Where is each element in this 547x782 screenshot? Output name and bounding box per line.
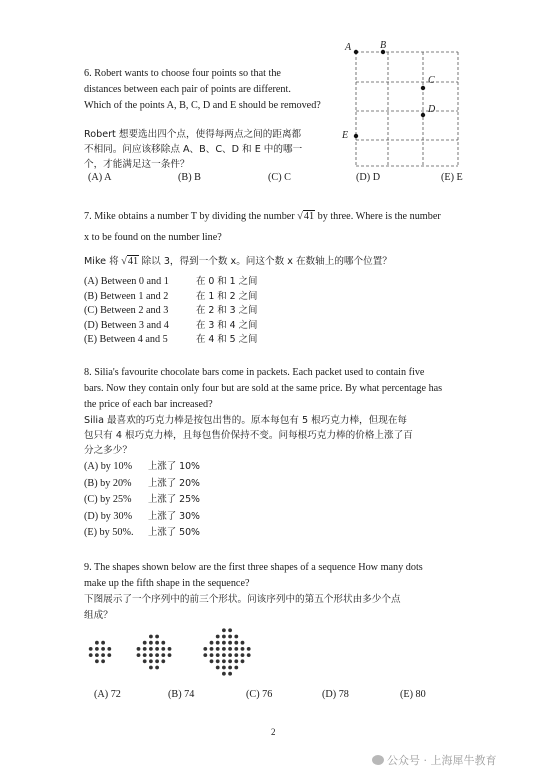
dot [161,659,165,663]
q7-en-after: by three. Where is the number [317,211,441,222]
dot [222,653,226,657]
q7-option-a-cn: 在 0 和 1 之间 [196,276,258,287]
q7-cn-before: Mike 将 [84,256,119,267]
dot [222,672,226,676]
q8-en-1: Silia's favourite chocolate bars come in packets. Each packet used to contain five [94,367,425,378]
q7-option-a-en: (A) Between 0 and 1 [84,276,169,287]
q9-cn-1: 下图展示了一个序列中的前三个形状。问该序列中的第五个形状由多少个点 [84,594,401,605]
q7-option-a[interactable] [84,275,257,290]
q8-option-e-cn: 上涨了 50% [148,527,200,538]
dot [228,666,232,670]
dot [222,641,226,645]
dot [149,659,153,663]
q8-en-3: the price of each bar increased? [84,399,213,410]
q8-option-b-cn: 上涨了 20% [148,477,200,489]
dot [168,653,172,657]
dot [241,641,245,645]
dot [234,659,238,663]
q8-option-a-cn: 上涨了 10% [148,461,200,472]
dot [155,635,159,639]
dot [222,647,226,651]
dot [168,647,172,651]
q6-option-a[interactable]: (A) A [88,172,112,183]
dot [149,635,153,639]
dot [161,653,165,657]
dot [107,653,111,657]
q6-options [88,172,463,183]
q8-option-e[interactable] [84,525,200,542]
q9-option-e[interactable]: (E) 80 [400,689,426,700]
q9-options [94,689,426,700]
dot [228,647,232,651]
dot [247,647,251,651]
dot [101,659,105,663]
q8-option-b[interactable] [84,476,200,493]
dot [228,653,232,657]
dot [228,672,232,676]
q9-line-1 [84,560,423,575]
dot [241,659,245,663]
q8-option-a-en: (A) by 10% [84,461,133,472]
q6-en-2: distances between each pair of points are different. [84,84,291,95]
q6-grid-figure [338,38,468,168]
q7-option-b-cn: 在 1 和 2 之间 [196,290,258,302]
dot [155,666,159,670]
q7-en-before: Mike obtains a number T by dividing the number [94,211,295,222]
dot [89,653,93,657]
label-b: B [380,40,387,51]
dot [234,647,238,651]
q9-shape-3 [203,628,250,675]
q6-en-3: Which of the points A, B, C, D and E should be removed? [84,100,321,111]
dot [241,647,245,651]
q8-cn-2: 包只有 4 根巧克力棒，且每包售价保持不变。问每根巧克力棒的价格上涨了百 [84,430,413,441]
q7-radicand: 41 [303,211,315,222]
q6-cn-2: 不相同。问应该移除点 A、B、C、D 和 E 中的哪一 [84,144,303,155]
q9-shape-2 [137,635,172,670]
dot [143,659,147,663]
dot [234,641,238,645]
q6-number: 6. [84,68,92,79]
q6-line-1 [84,66,281,81]
dot [234,666,238,670]
q8-option-d-en: (D) by 30% [84,510,133,522]
dot [228,641,232,645]
point-e [354,134,358,138]
q9-shape-1 [89,641,111,663]
q6-en-1: Robert wants to choose four points so that the [94,68,281,79]
q9-number: 9. [84,562,92,573]
q8-option-d-cn: 上涨了 30% [148,510,200,522]
q9-cn-2: 组成？ [84,610,113,621]
watermark [372,752,497,768]
dot [216,647,220,651]
q9-option-c[interactable]: (C) 76 [246,689,273,700]
dot [149,666,153,670]
dot [216,659,220,663]
watermark-text: 公众号 · 上海犀牛教育 [387,754,497,767]
dot [203,647,207,651]
dot [216,666,220,670]
dot [149,647,153,651]
dot [95,659,99,663]
label-e: E [342,130,349,141]
q8-cn-1: Silia 最喜欢的巧克力棒是按包出售的。原本每包有 5 根巧克力棒，但现在每 [84,415,408,426]
q7-option-b[interactable] [84,290,257,305]
dot [222,659,226,663]
q6-cn-3: 个，才能满足这一条件？ [84,159,190,170]
q7-number: 7. [84,211,92,222]
q7-cn-after: 除以 3，得到一个数 x。问这个数 x 在数轴上的哪个位置？ [141,256,392,267]
q9-option-a[interactable]: (A) 72 [94,689,121,700]
q7-line-1 [84,209,441,224]
dot [95,647,99,651]
dot [149,641,153,645]
q7-option-d-en: (D) Between 3 and 4 [84,319,169,331]
q8-option-e-en: (E) by 50%. [84,527,134,538]
dot [137,653,141,657]
q7-option-e[interactable] [84,333,257,348]
q9-dot-shapes [84,624,274,680]
dot [210,659,214,663]
q8-cn-3: 分之多少？ [84,445,132,456]
q8-option-c[interactable] [84,492,200,509]
q7-option-e-cn: 在 4 和 5 之间 [196,334,258,345]
q8-number: 8. [84,367,92,378]
dot [137,647,141,651]
dot [222,635,226,639]
dot [101,653,105,657]
dot [210,653,214,657]
q7-en-2: x to be found on the number line? [84,232,222,243]
q6-cn-1: Robert 想要选出四个点，使得每两点之间的距离都 [84,129,302,140]
dot [210,647,214,651]
dot [89,647,93,651]
q6-option-c[interactable]: (C) C [268,172,291,183]
dot [241,653,245,657]
dot [101,641,105,645]
dot [234,635,238,639]
dot [155,659,159,663]
q6-option-b[interactable]: (B) B [178,172,201,183]
dot [216,641,220,645]
dot [247,653,251,657]
q7-options [84,275,257,348]
dot [216,653,220,657]
q7-option-b-en: (B) Between 1 and 2 [84,290,169,302]
q7-option-d[interactable] [84,319,257,334]
q6-option-d[interactable]: (D) D [356,172,381,183]
page-number: 2 [271,727,276,737]
dot [149,653,153,657]
dot [222,666,226,670]
dot [155,641,159,645]
dot [228,659,232,663]
dot [234,653,238,657]
dot [143,647,147,651]
dot [210,641,214,645]
dot [228,628,232,632]
point-a [354,50,358,54]
label-d: D [428,104,436,115]
q8-en-2: bars. Now they contain only four but are sold at the same price. By what percentage has [84,383,443,394]
dot [95,641,99,645]
q9-option-b[interactable]: (B) 74 [168,689,195,700]
q7-cn-sqrt-41: √41 [121,256,139,267]
dot [107,647,111,651]
wechat-icon [372,755,384,765]
dot [95,653,99,657]
q9-en-1: The shapes shown below are the first three shapes of a sequence How many dots [94,562,423,573]
q7-sqrt-41: √41 [297,211,315,222]
dot [143,641,147,645]
dot [203,653,207,657]
dot [161,647,165,651]
dot [101,647,105,651]
q8-option-b-en: (B) by 20% [84,477,132,489]
q7-option-c-en: (C) Between 2 and 3 [84,305,169,316]
q9-en-2: make up the fifth shape in the sequence? [84,578,250,589]
dot [216,635,220,639]
dot [155,653,159,657]
q8-option-c-en: (C) by 25% [84,494,132,505]
q7-option-c[interactable] [84,304,257,319]
point-d [421,113,425,117]
dot [143,653,147,657]
label-a: A [345,42,352,53]
q6-option-e[interactable]: (E) E [441,172,463,183]
q8-option-c-cn: 上涨了 25% [148,494,200,505]
dot [228,635,232,639]
dot [155,647,159,651]
q7-cn-line [84,254,392,269]
q6-points [354,50,425,138]
dot [222,628,226,632]
q7-option-d-cn: 在 3 和 4 之间 [196,319,258,331]
q9-option-d[interactable]: (D) 78 [322,689,349,700]
q8-line-1 [84,365,424,380]
q8-option-a[interactable] [84,459,200,476]
q8-option-d[interactable] [84,509,200,526]
point-c [421,86,425,90]
q8-options [84,459,200,542]
dot [161,641,165,645]
q7-cn-radicand: 41 [127,256,139,267]
q6-grid-lines [356,52,458,166]
q7-option-c-cn: 在 2 和 3 之间 [196,305,258,316]
label-c: C [428,75,435,86]
q7-option-e-en: (E) Between 4 and 5 [84,334,168,345]
